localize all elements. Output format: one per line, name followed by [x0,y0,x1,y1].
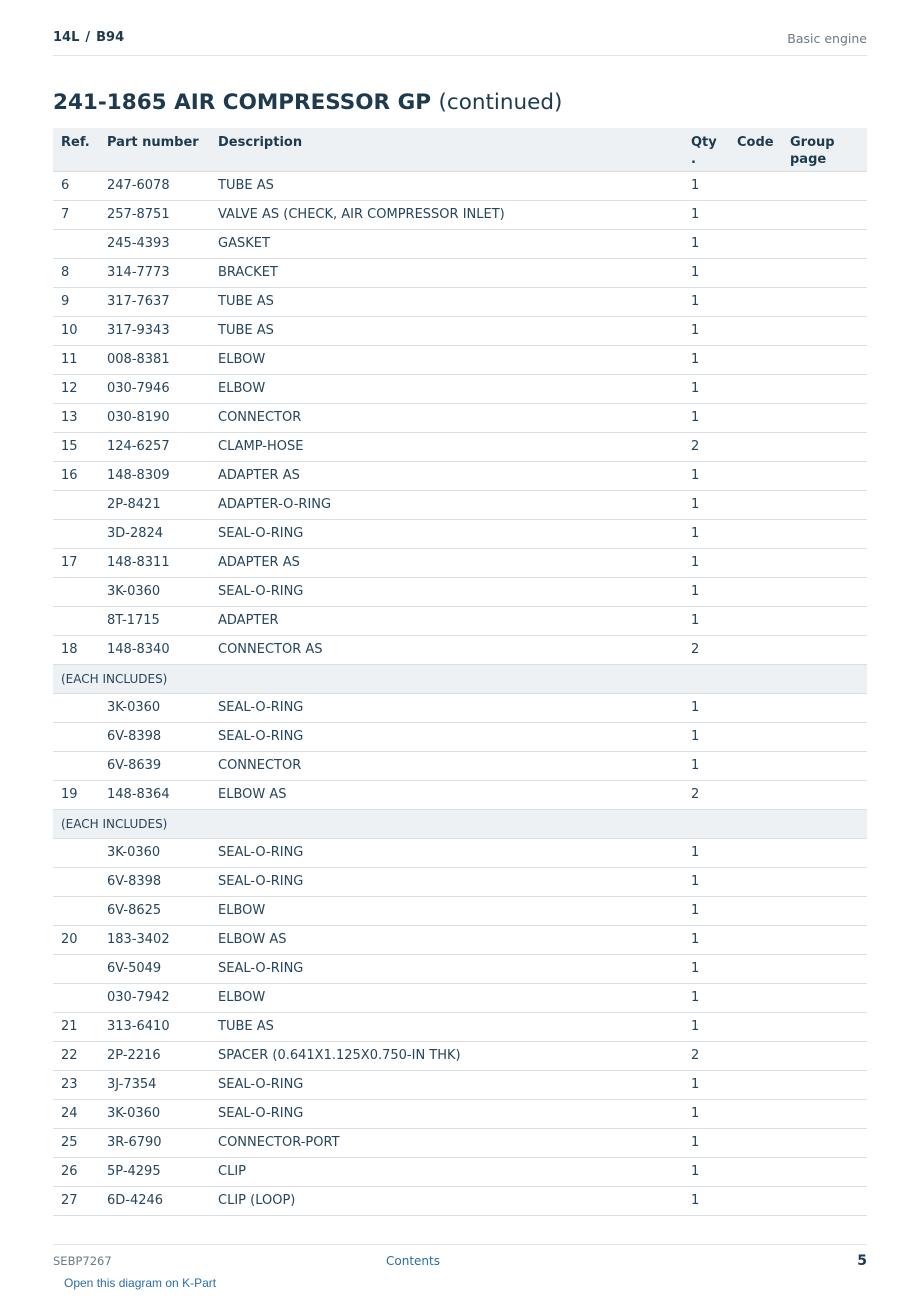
qty-cell: 2 [683,1041,729,1070]
qty-cell: 1 [683,1157,729,1186]
code-cell [729,200,782,229]
qty-cell: 1 [683,577,729,606]
ref-cell: 15 [53,432,99,461]
table-row [53,229,867,258]
ref-cell [53,693,99,722]
code-cell [729,1157,782,1186]
code-cell [729,722,782,751]
serial-prefix-label: B94 [96,30,125,45]
code-cell [729,1128,782,1157]
part-number-cell: 148-8309 [99,461,210,490]
group-page-cell [782,287,867,316]
part-number-cell: 6V-8625 [99,896,210,925]
part-number-cell: 183-3402 [99,925,210,954]
description-cell: SEAL-O-RING [210,693,683,722]
code-cell [729,896,782,925]
column-header-part-number: Part number [99,128,210,171]
part-number-cell: 148-8340 [99,635,210,664]
qty-cell: 1 [683,983,729,1012]
part-number-cell: 2P-2216 [99,1041,210,1070]
ref-cell [53,490,99,519]
part-number-cell: 6V-8398 [99,722,210,751]
qty-cell: 1 [683,867,729,896]
part-number-cell: 3D-2824 [99,519,210,548]
contents-link[interactable]: Contents [386,1254,440,1268]
description-cell: SEAL-O-RING [210,1099,683,1128]
code-cell [729,229,782,258]
table-row [53,983,867,1012]
includes-note-row [53,809,867,838]
qty-cell: 1 [683,316,729,345]
group-page-cell [782,403,867,432]
part-number-cell: 3K-0360 [99,693,210,722]
ref-cell [53,867,99,896]
description-cell: ADAPTER-O-RING [210,490,683,519]
part-number-cell: 030-8190 [99,403,210,432]
description-cell: ADAPTER AS [210,461,683,490]
qty-cell: 1 [683,461,729,490]
ref-cell: 22 [53,1041,99,1070]
description-cell: ELBOW AS [210,780,683,809]
ref-cell: 21 [53,1012,99,1041]
breadcrumb-separator: / [85,30,91,45]
part-number-cell: 008-8381 [99,345,210,374]
code-cell [729,751,782,780]
part-number-cell: 030-7942 [99,983,210,1012]
ref-cell: 11 [53,345,99,374]
part-number-cell: 5P-4295 [99,1157,210,1186]
description-cell: TUBE AS [210,287,683,316]
includes-note: (EACH INCLUDES) [53,809,867,838]
ref-cell: 8 [53,258,99,287]
table-row [53,316,867,345]
table-row [53,1128,867,1157]
code-cell [729,316,782,345]
page-title [53,90,562,115]
table-row [53,287,867,316]
table-row [53,200,867,229]
part-number-cell: 3R-6790 [99,1128,210,1157]
description-cell: ELBOW [210,345,683,374]
ref-cell: 10 [53,316,99,345]
description-cell: SPACER (0.641X1.125X0.750-IN THK) [210,1041,683,1070]
ref-cell [53,751,99,780]
group-page-cell [782,954,867,983]
code-cell [729,403,782,432]
description-cell: ADAPTER AS [210,548,683,577]
ref-cell [53,838,99,867]
ref-cell [53,606,99,635]
description-cell: CLIP [210,1157,683,1186]
group-page-cell [782,780,867,809]
code-cell [729,1012,782,1041]
table-row [53,1099,867,1128]
group-page-cell [782,229,867,258]
ref-cell: 20 [53,925,99,954]
part-number-cell: 124-6257 [99,432,210,461]
code-cell [729,432,782,461]
code-cell [729,171,782,200]
code-cell [729,519,782,548]
table-header [53,128,867,171]
description-cell: ELBOW [210,896,683,925]
table-row [53,374,867,403]
group-page-cell [782,751,867,780]
page-footer [53,1244,867,1275]
qty-cell: 1 [683,200,729,229]
qty-cell: 1 [683,606,729,635]
ref-cell: 23 [53,1070,99,1099]
group-page-cell [782,1099,867,1128]
code-cell [729,606,782,635]
table-row [53,1070,867,1099]
qty-cell: 1 [683,925,729,954]
kpart-diagram-link[interactable]: Open this diagram on K-Part [64,1276,217,1290]
column-header-ref: Ref. [53,128,99,171]
description-cell: CONNECTOR [210,403,683,432]
description-cell: TUBE AS [210,316,683,345]
group-page-cell [782,461,867,490]
table-row [53,490,867,519]
code-cell [729,925,782,954]
table-row [53,577,867,606]
code-cell [729,954,782,983]
table-row [53,925,867,954]
breadcrumb [53,30,124,45]
group-page-cell [782,867,867,896]
qty-cell: 1 [683,693,729,722]
code-cell [729,577,782,606]
description-cell: SEAL-O-RING [210,954,683,983]
part-number-cell: 3K-0360 [99,577,210,606]
table-row [53,1186,867,1215]
code-cell [729,287,782,316]
group-page-cell [782,606,867,635]
qty-cell: 1 [683,1099,729,1128]
part-number-cell: 247-6078 [99,171,210,200]
table-row [53,403,867,432]
page-number: 5 [857,1253,867,1269]
ref-cell: 25 [53,1128,99,1157]
table-row [53,461,867,490]
model-label: 14L [53,30,80,45]
ref-cell: 6 [53,171,99,200]
table-row [53,345,867,374]
group-page-cell [782,519,867,548]
part-number-cell: 3K-0360 [99,838,210,867]
table-row [53,519,867,548]
ref-cell: 9 [53,287,99,316]
group-page-cell [782,1012,867,1041]
qty-cell: 1 [683,229,729,258]
qty-cell: 1 [683,519,729,548]
part-number-cell: 6V-5049 [99,954,210,983]
column-header-group-page: Group page [782,128,867,171]
description-cell: ADAPTER [210,606,683,635]
part-number-cell: 257-8751 [99,200,210,229]
table-row [53,171,867,200]
part-number-cell: 3J-7354 [99,1070,210,1099]
table-row [53,954,867,983]
qty-cell: 1 [683,374,729,403]
title-suffix: (continued) [438,90,563,115]
group-page-cell [782,722,867,751]
group-page-cell [782,1128,867,1157]
part-number-cell: 313-6410 [99,1012,210,1041]
group-page-cell [782,896,867,925]
column-header-code: Code [729,128,782,171]
group-page-cell [782,258,867,287]
qty-cell: 1 [683,1070,729,1099]
part-number-cell: 317-7637 [99,287,210,316]
table-row [53,606,867,635]
qty-cell: 1 [683,345,729,374]
document-id: SEBP7267 [53,1254,112,1268]
description-cell: SEAL-O-RING [210,577,683,606]
title-main: 241-1865 AIR COMPRESSOR GP [53,90,431,115]
qty-cell: 1 [683,954,729,983]
description-cell: BRACKET [210,258,683,287]
table-row [53,896,867,925]
table-row [53,867,867,896]
qty-cell: 2 [683,780,729,809]
code-cell [729,983,782,1012]
ref-cell [53,954,99,983]
ref-cell: 17 [53,548,99,577]
code-cell [729,635,782,664]
qty-cell: 1 [683,490,729,519]
part-number-cell: 3K-0360 [99,1099,210,1128]
qty-cell: 1 [683,1128,729,1157]
qty-cell: 1 [683,258,729,287]
ref-cell: 16 [53,461,99,490]
ref-cell: 7 [53,200,99,229]
table-row [53,693,867,722]
description-cell: TUBE AS [210,1012,683,1041]
column-header-description: Description [210,128,683,171]
ref-cell [53,896,99,925]
group-page-cell [782,432,867,461]
table-row [53,548,867,577]
group-page-cell [782,548,867,577]
group-page-cell [782,490,867,519]
parts-table [53,128,867,1216]
qty-cell: 1 [683,896,729,925]
code-cell [729,548,782,577]
description-cell: ELBOW AS [210,925,683,954]
part-number-cell: 6D-4246 [99,1186,210,1215]
group-page-cell [782,693,867,722]
part-number-cell: 2P-8421 [99,490,210,519]
code-cell [729,867,782,896]
table-row [53,751,867,780]
table-row [53,635,867,664]
qty-cell: 1 [683,171,729,200]
part-number-cell: 314-7773 [99,258,210,287]
column-header-qty: Qty . [683,128,729,171]
ref-cell [53,983,99,1012]
group-page-cell [782,925,867,954]
table-row [53,780,867,809]
part-number-cell: 148-8311 [99,548,210,577]
code-cell [729,838,782,867]
group-page-cell [782,200,867,229]
table-row [53,432,867,461]
ref-cell: 24 [53,1099,99,1128]
table-body [53,171,867,1215]
group-page-cell [782,345,867,374]
qty-cell: 1 [683,1186,729,1215]
code-cell [729,1186,782,1215]
code-cell [729,490,782,519]
description-cell: GASKET [210,229,683,258]
group-page-cell [782,171,867,200]
section-label: Basic engine [787,31,867,46]
table-row [53,1012,867,1041]
ref-cell: 12 [53,374,99,403]
description-cell: ELBOW [210,374,683,403]
qty-cell: 1 [683,838,729,867]
group-page-cell [782,1041,867,1070]
qty-cell: 2 [683,432,729,461]
ref-cell [53,519,99,548]
code-cell [729,258,782,287]
code-cell [729,461,782,490]
description-cell: CLIP (LOOP) [210,1186,683,1215]
group-page-cell [782,374,867,403]
qty-cell: 1 [683,722,729,751]
page-header [53,28,867,56]
description-cell: CONNECTOR-PORT [210,1128,683,1157]
part-number-cell: 030-7946 [99,374,210,403]
description-cell: CLAMP-HOSE [210,432,683,461]
description-cell: VALVE AS (CHECK, AIR COMPRESSOR INLET) [210,200,683,229]
description-cell: SEAL-O-RING [210,519,683,548]
part-number-cell: 6V-8398 [99,867,210,896]
ref-cell: 19 [53,780,99,809]
qty-cell: 1 [683,751,729,780]
ref-cell [53,229,99,258]
code-cell [729,780,782,809]
table-row [53,722,867,751]
ref-cell: 18 [53,635,99,664]
group-page-cell [782,1070,867,1099]
ref-cell: 27 [53,1186,99,1215]
includes-note-row [53,664,867,693]
part-number-cell: 245-4393 [99,229,210,258]
table-row [53,838,867,867]
table-row [53,258,867,287]
group-page-cell [782,635,867,664]
qty-cell: 2 [683,635,729,664]
group-page-cell [782,1186,867,1215]
description-cell: SEAL-O-RING [210,722,683,751]
description-cell: ELBOW [210,983,683,1012]
qty-cell: 1 [683,1012,729,1041]
table-row [53,1157,867,1186]
part-number-cell: 148-8364 [99,780,210,809]
group-page-cell [782,983,867,1012]
code-cell [729,1041,782,1070]
group-page-cell [782,1157,867,1186]
code-cell [729,1099,782,1128]
ref-cell: 26 [53,1157,99,1186]
part-number-cell: 317-9343 [99,316,210,345]
qty-cell: 1 [683,548,729,577]
includes-note: (EACH INCLUDES) [53,664,867,693]
group-page-cell [782,577,867,606]
description-cell: SEAL-O-RING [210,867,683,896]
code-cell [729,345,782,374]
ref-cell [53,722,99,751]
description-cell: CONNECTOR [210,751,683,780]
qty-cell: 1 [683,287,729,316]
code-cell [729,1070,782,1099]
group-page-cell [782,316,867,345]
ref-cell [53,577,99,606]
part-number-cell: 6V-8639 [99,751,210,780]
qty-cell: 1 [683,403,729,432]
header-row [53,128,867,171]
description-cell: CONNECTOR AS [210,635,683,664]
code-cell [729,693,782,722]
code-cell [729,374,782,403]
ref-cell: 13 [53,403,99,432]
description-cell: SEAL-O-RING [210,838,683,867]
group-page-cell [782,838,867,867]
description-cell: SEAL-O-RING [210,1070,683,1099]
part-number-cell: 8T-1715 [99,606,210,635]
table-row [53,1041,867,1070]
description-cell: TUBE AS [210,171,683,200]
